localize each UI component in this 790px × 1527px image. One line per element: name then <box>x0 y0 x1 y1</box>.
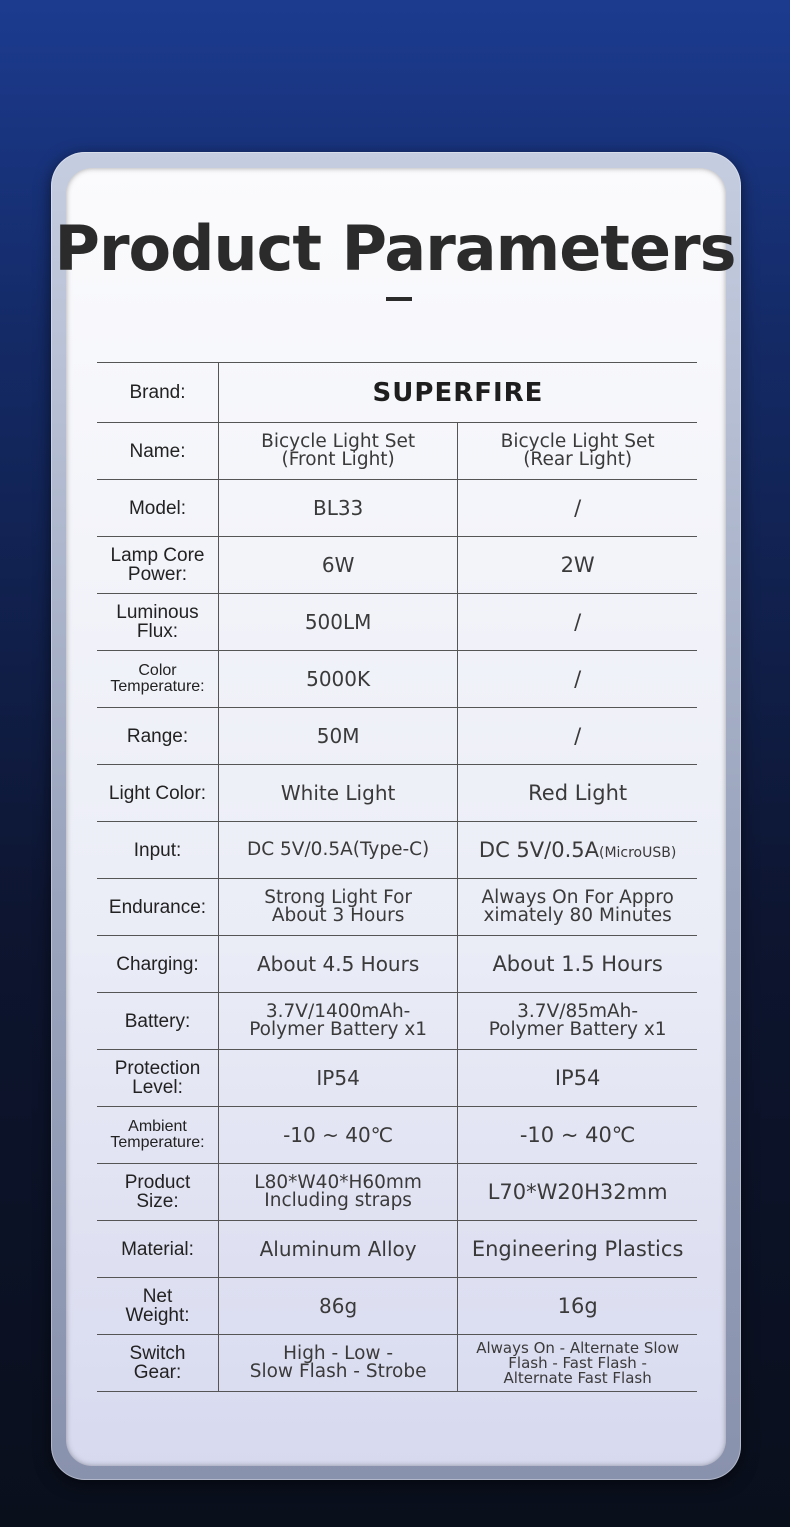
rear-light-value-line: About 1.5 Hours <box>492 951 663 976</box>
rear-light-value <box>458 765 697 822</box>
row-label <box>97 423 219 480</box>
row-label <box>97 594 219 651</box>
front-light-value-line: 6W <box>321 553 355 577</box>
rear-light-value-line: Polymer Battery x1 <box>488 1019 667 1040</box>
front-light-value <box>219 993 458 1050</box>
row-label-line: Protection <box>114 1058 201 1079</box>
front-light-value <box>219 1164 458 1221</box>
rear-light-value <box>458 1221 697 1278</box>
row-label <box>97 537 219 594</box>
row-label <box>97 651 219 708</box>
front-light-value-line: About 4.5 Hours <box>257 952 420 976</box>
table-row <box>97 594 697 651</box>
row-label <box>97 1164 219 1221</box>
rear-light-value-line: Flash - Fast Flash - <box>508 1353 647 1372</box>
front-light-value-line: 86g <box>319 1294 358 1318</box>
front-light-value <box>219 1221 458 1278</box>
front-light-value-line: Slow Flash - Strobe <box>249 1361 427 1382</box>
row-label-line: Charging: <box>116 953 199 975</box>
row-label-line: Input: <box>133 839 182 861</box>
front-light-value-line: High - Low - <box>283 1342 394 1364</box>
table-row <box>97 1278 697 1335</box>
front-light-value <box>219 480 458 537</box>
rear-light-value-line: Bicycle Light Set <box>500 430 655 452</box>
table-row <box>97 480 697 537</box>
page-title: Product Parameters <box>54 212 736 285</box>
rear-light-value <box>458 708 697 765</box>
rear-light-value <box>458 1278 697 1335</box>
front-light-value <box>219 708 458 765</box>
table-row <box>97 1335 697 1392</box>
front-light-value <box>219 822 458 879</box>
rear-light-value <box>458 480 697 537</box>
front-light-value-line: About 3 Hours <box>271 905 405 926</box>
row-label <box>97 993 219 1050</box>
row-label <box>97 1221 219 1278</box>
row-label <box>97 1335 219 1392</box>
row-label-line: Gear: <box>133 1362 182 1383</box>
rear-light-value-line: Always On - Alternate Slow <box>476 1338 679 1357</box>
brand-value: SUPERFIRE <box>219 363 698 423</box>
front-light-value <box>219 1278 458 1335</box>
front-light-value-line: Aluminum Alloy <box>259 1237 417 1261</box>
row-label-line: Lamp Core <box>110 545 205 566</box>
title-underline <box>386 297 412 301</box>
front-light-value-line: 500LM <box>304 610 372 634</box>
front-light-value-line: DC 5V/0.5A(Type-C) <box>246 838 430 860</box>
front-light-value-line: 5000K <box>306 667 371 691</box>
row-label <box>97 936 219 993</box>
row-label-line: Power: <box>127 564 188 585</box>
rear-light-value-line: 2W <box>560 552 595 577</box>
row-label-line: Weight: <box>125 1305 190 1326</box>
rear-light-value <box>458 1107 697 1164</box>
row-label <box>97 1107 219 1164</box>
row-label <box>97 822 219 879</box>
front-light-value <box>219 537 458 594</box>
front-light-value <box>219 879 458 936</box>
front-light-value-line: BL33 <box>312 496 364 520</box>
rear-light-value <box>458 1164 697 1221</box>
row-label <box>97 765 219 822</box>
table-row <box>97 423 697 480</box>
rear-light-value <box>458 651 697 708</box>
table-row <box>97 1221 697 1278</box>
row-label-line: Ambient <box>128 1118 187 1135</box>
row-label-line: Endurance: <box>108 896 207 918</box>
rear-light-value-line: L70*W20H32mm <box>487 1179 668 1204</box>
row-label <box>97 1050 219 1107</box>
table-row-brand <box>97 363 697 423</box>
front-light-value-line: 50M <box>316 724 360 748</box>
table-row <box>97 537 697 594</box>
front-light-value <box>219 1335 458 1392</box>
row-label-line: Range: <box>126 725 189 747</box>
row-label-line: Product <box>124 1172 191 1193</box>
table-row <box>97 822 697 879</box>
table-row <box>97 1107 697 1164</box>
rear-light-value-line: / <box>574 495 582 520</box>
row-label <box>97 480 219 537</box>
rear-light-value <box>458 423 697 480</box>
front-light-value <box>219 651 458 708</box>
rear-light-value-line: ximately 80 Minutes <box>483 905 672 926</box>
rear-light-value <box>458 1335 697 1392</box>
rear-light-value <box>458 993 697 1050</box>
table-row <box>97 879 697 936</box>
row-label-line: Name: <box>129 440 186 462</box>
front-light-value <box>219 1107 458 1164</box>
rear-light-value-line: IP54 <box>554 1065 601 1090</box>
row-label-line: Flux: <box>136 621 179 642</box>
table-row <box>97 708 697 765</box>
front-light-value <box>219 594 458 651</box>
front-light-value-line: 3.7V/1400mAh- <box>265 1000 411 1022</box>
rear-light-value-line: 16g <box>557 1293 598 1318</box>
table-row <box>97 651 697 708</box>
row-label <box>97 708 219 765</box>
rear-light-value-line: -10 ~ 40℃ <box>519 1122 636 1147</box>
rear-light-value-line: Always On For Appro <box>481 886 674 908</box>
rear-light-value <box>458 879 697 936</box>
rear-light-value-line: / <box>574 609 582 634</box>
rear-light-value-line: / <box>574 723 582 748</box>
table-row <box>97 765 697 822</box>
rear-light-value-line: Red Light <box>528 780 628 805</box>
rear-light-value <box>458 936 697 993</box>
rear-light-value-line: / <box>574 666 582 691</box>
rear-light-value <box>458 1050 697 1107</box>
row-label-line: Battery: <box>124 1010 191 1032</box>
row-label-line: Switch <box>129 1343 186 1364</box>
table-row <box>97 1164 697 1221</box>
front-light-value-line: White Light <box>280 781 396 805</box>
rear-light-value-line: (Rear Light) <box>523 449 633 470</box>
front-light-value-line: IP54 <box>316 1066 360 1090</box>
table-row <box>97 993 697 1050</box>
row-label-line: Luminous <box>116 602 199 623</box>
rear-light-value-line: Engineering Plastics <box>471 1236 684 1261</box>
rear-light-value <box>458 822 697 879</box>
row-label-line: Temperature: <box>110 1134 205 1151</box>
row-label-line: Level: <box>132 1077 183 1098</box>
front-light-value-line: Polymer Battery x1 <box>249 1019 428 1040</box>
row-label-line: Material: <box>121 1238 194 1260</box>
front-light-value-line: -10 ~ 40℃ <box>283 1123 394 1147</box>
rear-light-value <box>458 537 697 594</box>
front-light-value <box>219 423 458 480</box>
rear-light-value-line: 3.7V/85mAh- <box>517 1000 639 1022</box>
row-label-brand: Brand: <box>97 363 219 423</box>
front-light-value-line: L80*W40*H60mm <box>254 1171 422 1193</box>
spec-table <box>97 362 697 1392</box>
rear-light-value <box>458 594 697 651</box>
front-light-value-line: (Front Light) <box>281 449 395 470</box>
row-label <box>97 1278 219 1335</box>
row-label-line: Size: <box>136 1191 179 1212</box>
front-light-value-line: Bicycle Light Set <box>261 430 416 452</box>
front-light-value-line: Including straps <box>264 1190 412 1211</box>
row-label-line: Model: <box>128 497 187 519</box>
row-label <box>97 879 219 936</box>
row-label-line: Light Color: <box>108 782 207 804</box>
front-light-value <box>219 765 458 822</box>
front-light-value-line: Strong Light For <box>264 886 413 908</box>
front-light-value <box>219 936 458 993</box>
table-row <box>97 1050 697 1107</box>
row-label-line: Color <box>138 662 177 679</box>
row-label-line: Net <box>142 1286 173 1307</box>
rear-light-value-line: Alternate Fast Flash <box>503 1368 652 1387</box>
row-label-line: Temperature: <box>110 678 205 695</box>
rear-light-value-suffix: (MicroUSB) <box>598 844 677 861</box>
rear-light-value-main: DC 5V/0.5A <box>478 837 599 862</box>
front-light-value <box>219 1050 458 1107</box>
table-row <box>97 936 697 993</box>
